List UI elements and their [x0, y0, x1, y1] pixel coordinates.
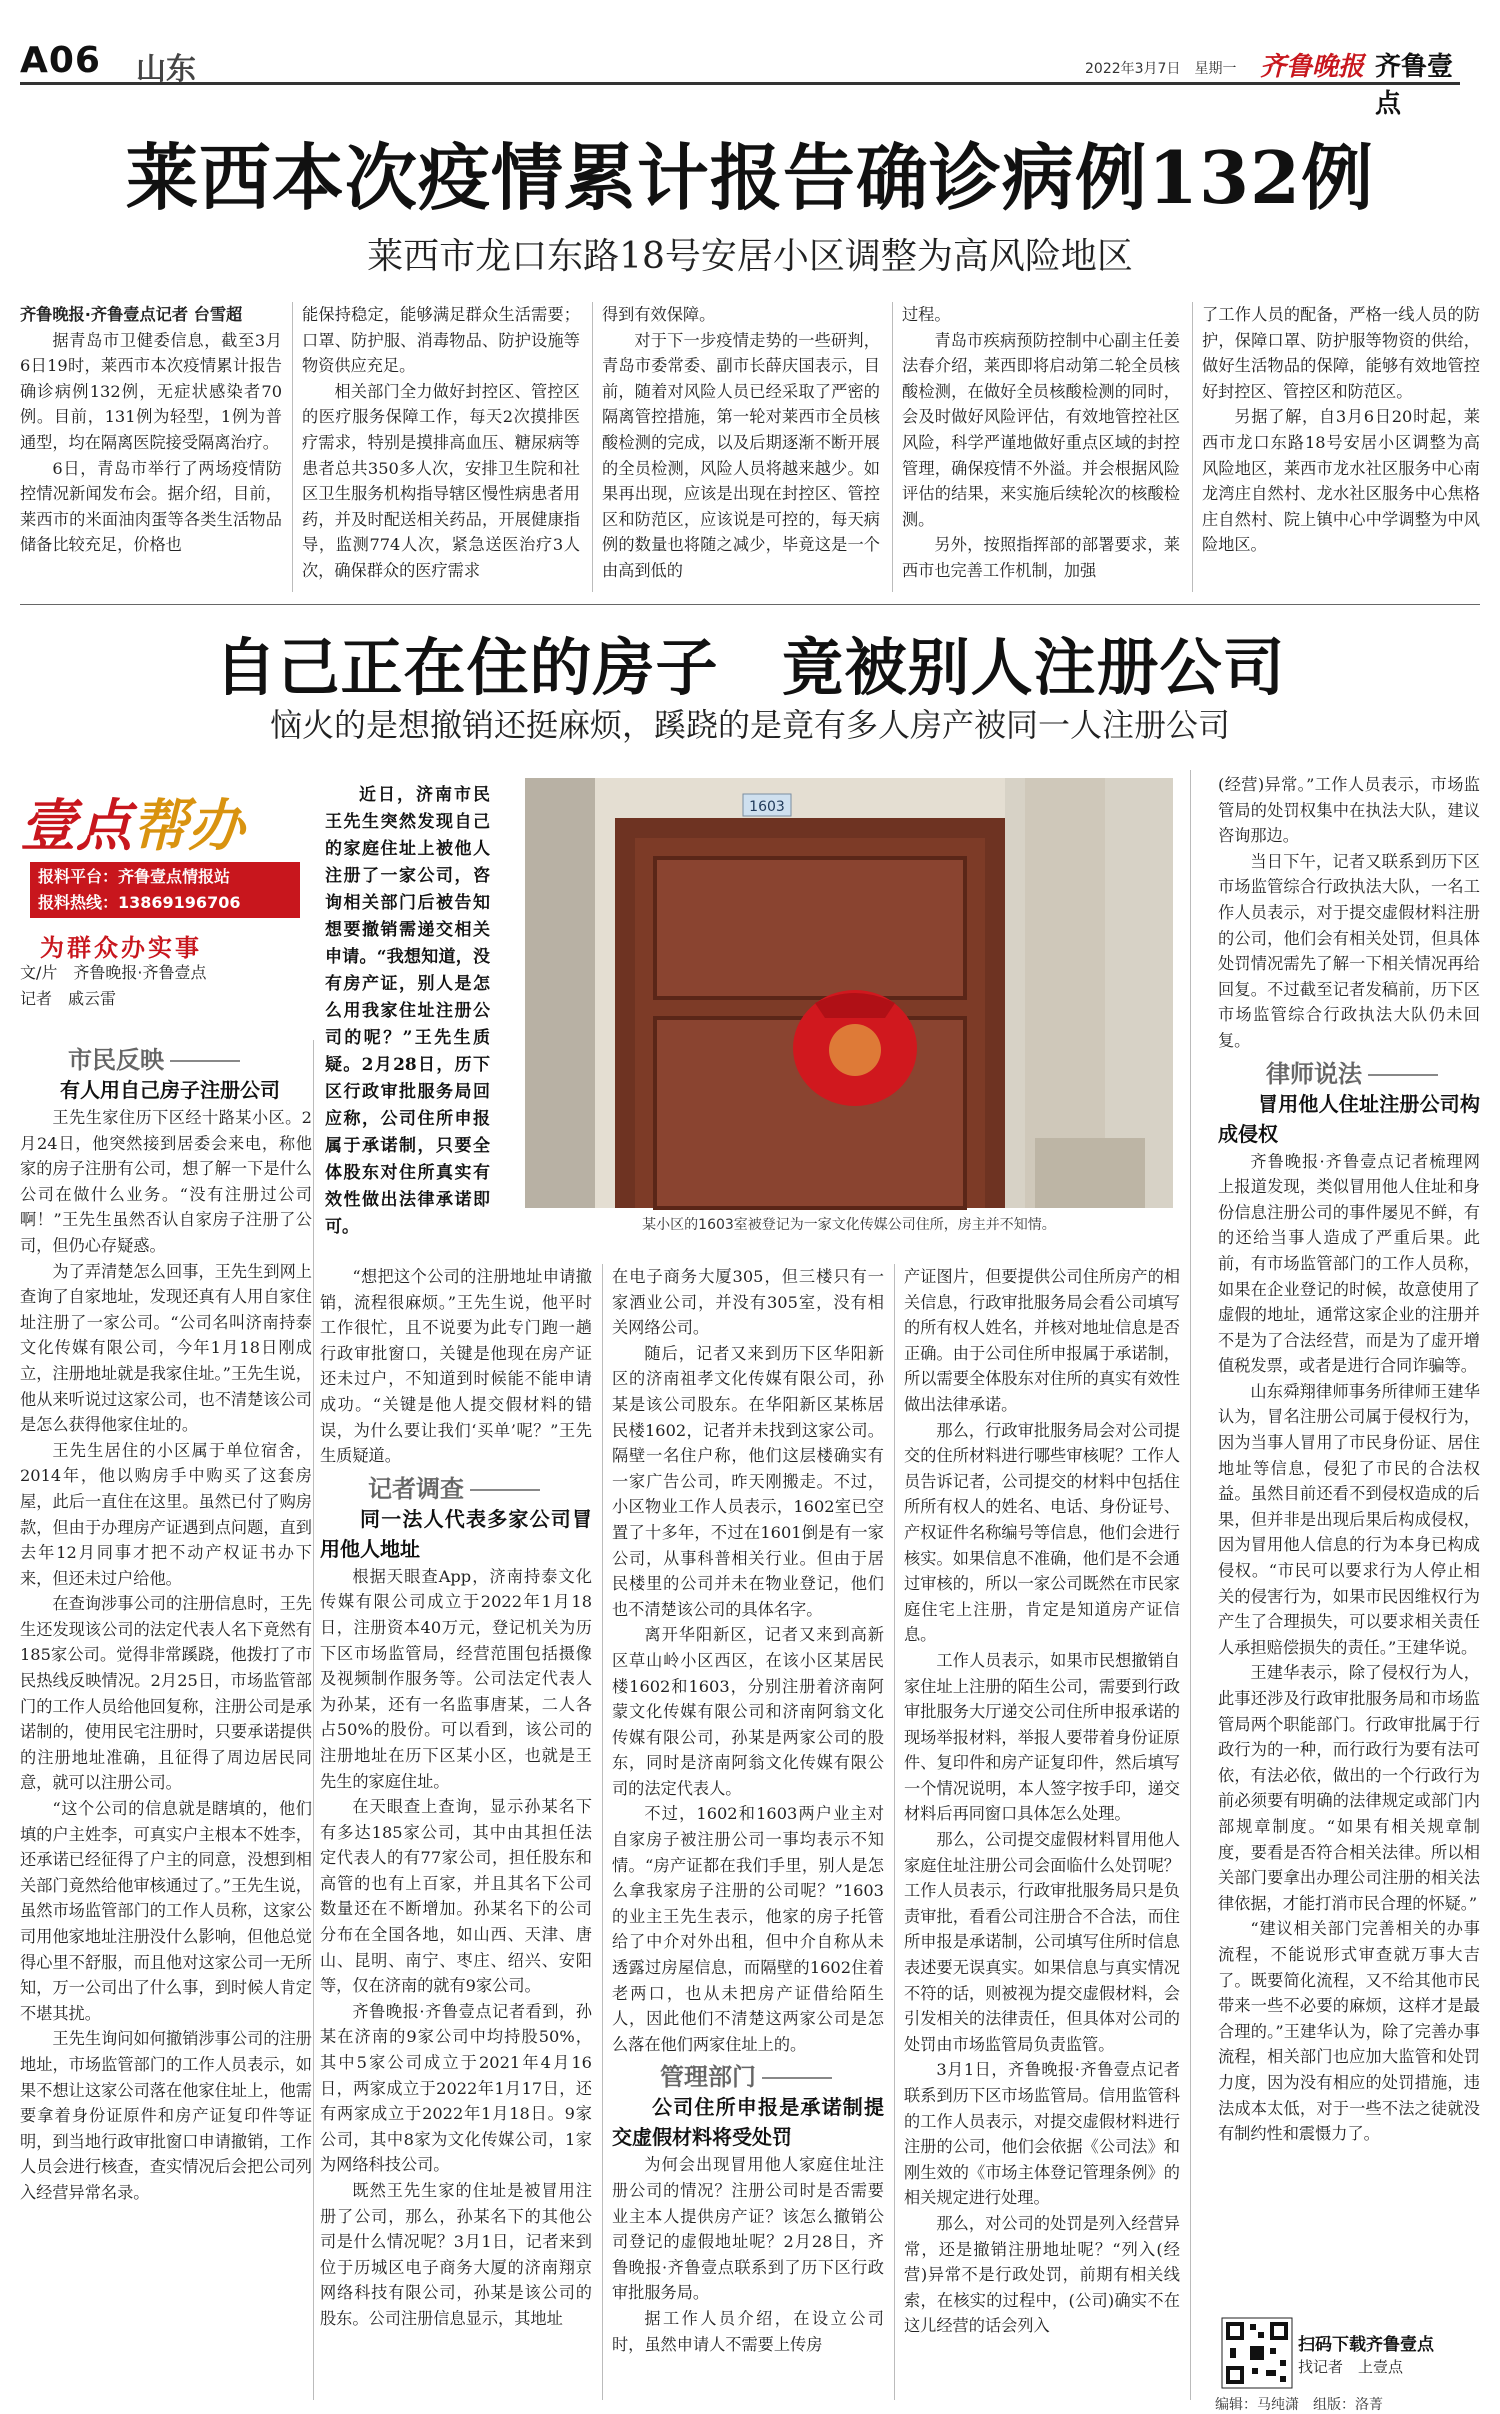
paragraph: “这个公司的信息就是瞎填的，他们填的户主姓李，可真实户主根本不姓李，还承诺已经征得了户主的同意，没想到相关部门竟然给他审核通过了。”王先生说，虽然市场监管部门的工作人员称，这家公司用他家地址注册没什么影响，但他总觉得心里不舒服，而且他对这家公司一无所知，万一公司出了什么事，到时候人肯定不堪其扰。: [20, 1799, 312, 2023]
column-divider: [292, 302, 293, 592]
column-divider: [1192, 302, 1193, 592]
qr-code[interactable]: [1222, 2318, 1292, 2388]
paragraph: 另据了解，自3月6日20时起，莱西市龙口东路18号安居小区调整为高风险地区，莱西市龙水社区服务中心南龙湾庄自然村、龙水社区服务中心焦格庄自然村、院上镇中心中学调整为中风险地区。: [1202, 407, 1480, 555]
column-divider: [602, 1264, 603, 2400]
qr-subtitle: 找记者 上壹点: [1298, 2358, 1404, 2376]
story1-column-5: [1202, 302, 1480, 597]
story1-column-4: [902, 302, 1180, 597]
paragraph: 那么，对公司的处罚是列入经营异常，还是撤销注册地址呢？“列入(经营)异常不是行政处罚，前期有相关线索，在核实的过程中，(公司)确实不在这儿经营的话会列入: [904, 2213, 1180, 2336]
paragraph: 王先生询问如何撤销涉事公司的注册地址，市场监管部门的工作人员表示，如果不想让这家公司落在他家住址上，他需要拿着身份证原件和房产证复印件等证明，到当地行政审批窗口申请撤销，工作人员会进行核查，查实情况后会把公司列入经营异常名录。: [20, 2029, 312, 2202]
paragraph: 在查询涉事公司的注册信息时，王先生还发现该公司的法定代表人名下竟然有185家公司。觉得非常蹊跷，他拨打了市民热线反映情况。2月25日，市场监管部门的工作人员给他回复称，注册公司是承诺制的，使用民宅注册时，只要承诺提供的注册地址准确，且征得了周边居民同意，就可以注册公司。: [20, 1594, 312, 1793]
paragraph: 相关部门全力做好封控区、管控区的医疗服务保障工作，每天2次摸排医疗需求，特别是摸排高血压、糖尿病等患者总共350多人次，安排卫生院和社区卫生服务机构指导辖区慢性病患者用药，并及时配送相关药品，开展健康指导，监测774人次，紧急送医治疗3人次，确保群众的医疗需求: [302, 381, 580, 580]
section-title: 公司住所申报是承诺制提交虚假材料将受处罚: [612, 2095, 884, 2150]
paragraph: 根据天眼查App，济南持泰文化传媒有限公司成立于2022年1月18日，注册资本40万元，登记机关为历下区市场监管局，经营范围包括摄像及视频制作服务等。公司法定代表人为孙某，还有一名监事唐某，二人各占50%的股份。可以看到，该公司的注册地址在历下区某小区，也就是王先生的家庭住址。: [320, 1566, 592, 1791]
paragraph: 在天眼查上查询，显示孙某名下有多达185家公司，其中由其担任法定代表人的有77家公司，担任股东和高管的也有上百家，并且其名下公司数量还在不断增加。孙某名下的公司分布在全国各地，如山西、天津、唐山、昆明、南宁、枣庄、绍兴、安阳等，仅在济南的就有9家公司。: [320, 1797, 592, 1996]
paragraph: 工作人员表示，如果市民想撤销自家住址上注册的陌生公司，需要到行政审批服务大厅递交公司住所申报承诺的现场举报材料，举报人要带着身份证原件、复印件和房产证复印件，然后填写一个情况说明，本人签字按手印，递交材料后再同窗口具体怎么处理。: [904, 1650, 1180, 1824]
paragraph: 当日下午，记者又联系到历下区市场监管综合行政执法大队，一名工作人员表示，对于提交虚假材料注册的公司，他们会有相关处罚，但具体处罚情况需先了解一下相关情况再给回复。不过截至记者发稿前，历下区市场监管综合行政执法大队仍未回复。: [1218, 851, 1480, 1050]
column-divider: [592, 302, 593, 592]
issue-date: 2022年3月7日 星期一: [1085, 61, 1237, 77]
paragraph: 王先生居住的小区属于单位宿舍，2014年，他以购房手中购买了这套房屋，此后一直住在这里。虽然已付了购房款，但由于办理房产证遇到点问题，直到去年12月同事才把不动产权证书办下来，但还未过户给他。: [20, 1440, 312, 1588]
paragraph: 不过，1602和1603两户业主对自家房子被注册公司一事均表示不知情。“房产证都在我们手里，别人是怎么拿我家房子注册的公司呢？”1603的业主王先生表示，他家的房子托管给了中介对外出租，但中介自称从未透露过房屋信息，而隔壁的1602住着老两口，也从未把房产证借给陌生人，因此他们不清楚这两家公司是怎么落在他们两家住址上的。: [612, 1804, 884, 2054]
section-kicker: 记者调查: [320, 1469, 592, 1504]
tip-info-box: [30, 862, 300, 918]
section-kicker: 管理部门: [612, 2057, 884, 2092]
paragraph: 那么，行政审批服务局会对公司提交的住所材料进行哪些审核呢？工作人员告诉记者，公司提交的材料中包括住所所有权人的姓名、电话、身份证号、产权证件名称编号等信息，他们会进行核实。如果信息不准确，他们是不会通过审核的，所以一家公司既然在市民家庭住宅上注册，肯定是知道房产证信息。: [904, 1420, 1180, 1645]
story1-column-3: [602, 302, 880, 597]
paragraph: 青岛市疾病预防控制中心副主任姜法春介绍，莱西即将启动第二轮全员核酸检测，在做好全员核酸检测的同时，会及时做好风险评估，有效地管控社区风险，科学严谨地做好重点区域的封控管理，确保疫情不外溢。并会根据风险评估的结果，来实施后续轮次的核酸检测。: [902, 330, 1180, 529]
page-header: [20, 40, 1460, 119]
story2-column-3: [612, 1264, 884, 2404]
paragraph: 王先生家住历下区经十路某小区。2月24日，他突然接到居委会来电，称他家的房子注册有公司，想了解一下是什么公司在做什么业务。“没有注册过公司啊！”王先生虽然否认自家房子注册了公司，但仍心存疑惑。: [20, 1108, 312, 1255]
story1-subhead: 莱西市龙口东路18号安居小区调整为高风险地区: [367, 236, 1133, 277]
story2-lead: [325, 782, 490, 1237]
help-logo: 壹点帮办: [20, 794, 244, 859]
paragraph: 为何会出现冒用他人家庭住址注册公司的情况？注册公司时是否需要业主本人提供房产证？该怎么撤销公司登记的虚假地址呢？2月28日，齐鲁晚报·齐鲁壹点联系到了历下区行政审批服务局。: [612, 2155, 884, 2303]
lead-paragraph: 近日，济南市民王先生突然发现自己的家庭住址上被他人注册了一家公司，咨询相关部门后被告知想要撤销需递交相关申请。“我想知道，没有房产证，别人是怎么用我家住址注册公司的呢？”王先生质疑。2月28日，历下区行政审批服务局回应称，公司住所申报属于承诺制，只要全体股东对住所真实有效性做出法律承诺即可。: [325, 785, 490, 1237]
door-number: 1603: [749, 799, 785, 815]
paragraph: 能保持稳定，能够满足群众生活需要；口罩、防护服、消毒物品、防护设施等物资供应充足。: [302, 305, 580, 376]
paragraph: 离开华阳新区，记者又来到高新区草山岭小区西区，在该小区某居民楼1602和1603，分别注册着济南阿蒙文化传媒有限公司和济南阿翁文化传媒有限公司，孙某是两家公司的股东，同时是济南阿翁文化传媒有限公司的法定代表人。: [612, 1625, 884, 1798]
paragraph: 了工作人员的配备，严格一线人员的防护，保障口罩、防护服等物资的供给，做好生活物品的保障，能够有效地管控好封控区、管控区和防范区。: [1202, 305, 1480, 401]
paragraph: 另外，按照指挥部的部署要求，莱西市也完善工作机制，加强: [902, 535, 1180, 580]
column-divider: [313, 1040, 314, 2400]
paragraph: 随后，记者又来到历下区华阳新区的济南祖孝文化传媒有限公司，孙某是该公司股东。在华阳新区某栋居民楼1602，记者并未找到这家公司。隔壁一名住户称，他们这层楼确实有一家广告公司，昨天刚搬走。不过，小区物业工作人员表示，1602室已空置了十多年，不过在1601倒是有一家公司，从事科普相关行业。但由于居民楼里的公司并未在物业登记，他们也不清楚该公司的具体名字。: [612, 1343, 884, 1619]
newspaper-brand: 齐鲁晚报: [1260, 52, 1365, 82]
section-title: 有人用自己房子注册公司: [60, 1078, 280, 1102]
help-slogan: 为群众办实事: [40, 933, 202, 962]
paragraph: 过程。: [902, 305, 951, 324]
paragraph: 为了弄清楚怎么回事，王先生到网上查询了自家地址，发现还真有人用自家住址注册了一家公司。“公司名叫济南持泰文化传媒有限公司，今年1月18日刚成立，注册地址就是我家住址。”王先生说，他从来听说过这家公司，也不清楚该公司是怎么获得他家住址的。: [20, 1261, 312, 1435]
paragraph: “建议相关部门完善相关的办事流程，不能说形式审查就万事大吉了。既要简化流程，又不给其他市民带来一些不必要的麻烦，这样才是最合理的。”王建华认为，除了完善办事流程，相关部门也应加大监管和处罚力度，因为没有相应的处罚措施，违法成本太低，对于一些不法之徒就没有制约性和震慑力了。: [1218, 1919, 1480, 2144]
story1-column-2: [302, 302, 580, 597]
paragraph: 得到有效保障。: [602, 305, 716, 324]
section-title: 同一法人代表多家公司冒用他人地址: [320, 1506, 592, 1561]
paragraph: 山东舜翔律师事务所律师王建华认为，冒名注册公司属于侵权行为，因为当事人冒用了市民身份证、居住地址等信息，侵犯了市民的合法权益。虽然目前还看不到侵权造成的后果，但并非是出现后果后构成侵权，因为冒用他人信息的行为本身已构成侵权。“市民可以要求行为人停止相关的侵害行为，如果市民因维权行为产生了合理损失，可以要求相关责任人承担赔偿损失的责任。”王建华说。: [1218, 1381, 1480, 1657]
paragraph: 产证图片，但要提供公司住所房产的相关信息，行政审批服务局会看公司填写的所有权人姓名，并核对地址信息是否正确。由于公司住所申报属于承诺制，所以需要全体股东对住所的真实有效性做出法律承诺。: [904, 1267, 1180, 1414]
qr-title: 扫码下载齐鲁壹点: [1298, 2335, 1434, 2355]
tip-channel: 报料平台：齐鲁壹点情报站: [38, 867, 231, 886]
section-kicker: 律师说法: [1218, 1054, 1480, 1089]
door-photo: [525, 778, 1173, 1208]
app-logo: 齐鲁壹点: [1375, 52, 1454, 119]
paragraph: 据青岛市卫健委信息，截至3月6日19时，莱西市本次疫情累计报告确诊病例132例，无症状感染者70例。目前，131例为轻型，1例为普通型，均在隔离医院接受隔离治疗。: [20, 330, 282, 452]
story1-headline: 莱西本次疫情累计报告确诊病例132例: [125, 135, 1375, 220]
section-kicker: 市民反映: [20, 1040, 312, 1075]
column-divider: [892, 302, 893, 592]
paragraph: (经营)异常。”工作人员表示，市场监管局的处罚权集中在执法大队，建议咨询那边。: [1218, 775, 1480, 846]
story2-column-4: [904, 1264, 1180, 2404]
paragraph: “想把这个公司的注册地址申请撤销，流程很麻烦。”王先生说，他平时工作很忙，且不说要为此专门跑一趟行政审批窗口，关键是他现在房产证还未过户，不知道到时候能不能申请成功。“关键是他人提交假材料的错误，为什么要让我们‘买单’呢？”王先生质疑道。: [320, 1267, 592, 1466]
photo-caption: 某小区的1603室被登记为一家文化传媒公司住所，房主并不知情。: [642, 1217, 1056, 1233]
story2-column-5: [1218, 772, 1480, 2307]
section-title: 冒用他人住址注册公司构成侵权: [1218, 1091, 1480, 1146]
paragraph: 据工作人员介绍，在设立公司时，虽然申请人不需要上传房: [612, 2308, 884, 2354]
story1-byline: 齐鲁晚报·齐鲁壹点记者 台雪超: [20, 305, 243, 324]
paragraph: 齐鲁晚报·齐鲁壹点记者梳理网上报道发现，类似冒用他人住址和身份信息注册公司的事件屡见不鲜，有的还给当事人造成了严重后果。此前，有市场监管部门的工作人员称，如果在企业登记的时候，故意使用了虚假的地址，通常这家企业的注册并不是为了合法经营，而是为了虚开增值税发票，或者是进行合同诈骗等。: [1218, 1151, 1480, 1376]
section-name: 山东: [136, 52, 196, 87]
paragraph: 在电子商务大厦305，但三楼只有一家酒业公司，并没有305室，没有相关网络公司。: [612, 1267, 884, 1338]
qr-code-icon: [1222, 2318, 1292, 2388]
tip-hotline: 报料热线：13869196706: [38, 893, 241, 912]
editor-credit: 编辑：马纯潇 组版：洛菁: [1215, 2397, 1383, 2413]
paragraph: 6日，青岛市举行了两场疫情防控情况新闻发布会。据介绍，目前，莱西市的米面油肉蛋等各类生活物品储备比较充足，价格也: [20, 458, 282, 555]
story-separator: [20, 604, 1480, 605]
page-number: A06: [20, 40, 101, 81]
credit-line: 记者 戚云雷: [20, 989, 117, 1008]
story2-credit: [20, 960, 206, 1012]
column-divider: [894, 1264, 895, 2400]
paragraph: 3月1日，齐鲁晚报·齐鲁壹点记者联系到历下区市场监管局。信用监管科的工作人员表示，对提交虚假材料进行注册的公司，他们会依据《公司法》和刚生效的《市场主体登记管理条例》的相关规定进行处理。: [904, 2060, 1180, 2208]
story1-column-1: [20, 302, 282, 597]
paragraph: 对于下一步疫情走势的一些研判，青岛市委常委、副市长薛庆国表示，目前，随着对风险人员已经采取了严密的隔离管控措施，第一轮对莱西市全员核酸检测的完成，以及后期逐渐不断开展的全员检测，风险人员将越来越少。如果再出现，应该是出现在封控区、管控区和防范区，应该说是可控的，每天病例的数量也将随之减少，毕竟这是一个由高到低的: [602, 330, 880, 580]
story2-subhead: 恼火的是想撤销还挺麻烦，蹊跷的是竟有多人房产被同一人注册公司: [269, 706, 1230, 744]
story2-headline: 自己正在住的房子 竟被别人注册公司: [214, 631, 1286, 704]
credit-line: 文/片 齐鲁晚报·齐鲁壹点: [20, 963, 207, 982]
story2-column-2: [320, 1264, 592, 2404]
column-divider: [1190, 770, 1191, 2400]
paragraph: 那么，公司提交虚假材料冒用他人家庭住址注册公司会面临什么处罚呢？工作人员表示，行政审批服务局只是负责审批，看看公司注册合不合法，而住所申报是承诺制，公司填写住所时信息表述要无误真实。如果信息与真实情况不符的话，则被视为提交虚假材料，会引发相关的法律责任，但具体对公司的处罚由市场监管局负责监管。: [904, 1830, 1180, 2054]
door-photo-illustration: [525, 778, 1173, 1208]
paragraph: 齐鲁晚报·齐鲁壹点记者看到，孙某在济南的9家公司中均持股50%，其中5家公司成立于2021年4月16日，两家成立于2022年1月17日，还有两家成立于2022年1月18日。9家公司，其中8家为文化传媒公司，1家为网络科技公司。: [320, 2001, 592, 2175]
paragraph: 既然王先生家的住址是被冒用注册了公司，那么，孙某名下的其他公司是什么情况呢？3月1日，记者来到位于历城区电子商务大厦的济南翔京网络科技有限公司，孙某是该公司的股东。公司注册信息显示，其地址: [320, 2181, 592, 2328]
paragraph: 王建华表示，除了侵权行为人，此事还涉及行政审批服务局和市场监管局两个职能部门。行政审批属于行政行为的一种，而行政行为要有法可依，有法必依，做出的一个行政行为前必须要有明确的法律规定或部门内部规章制度。“如果有相关规章制度，要看是否符合相关法律。所以相关部门要拿出办理公司注册的相关法律依据，才能打消市民合理的怀疑。”: [1218, 1663, 1480, 1913]
story2-column-1: [20, 1040, 312, 2405]
